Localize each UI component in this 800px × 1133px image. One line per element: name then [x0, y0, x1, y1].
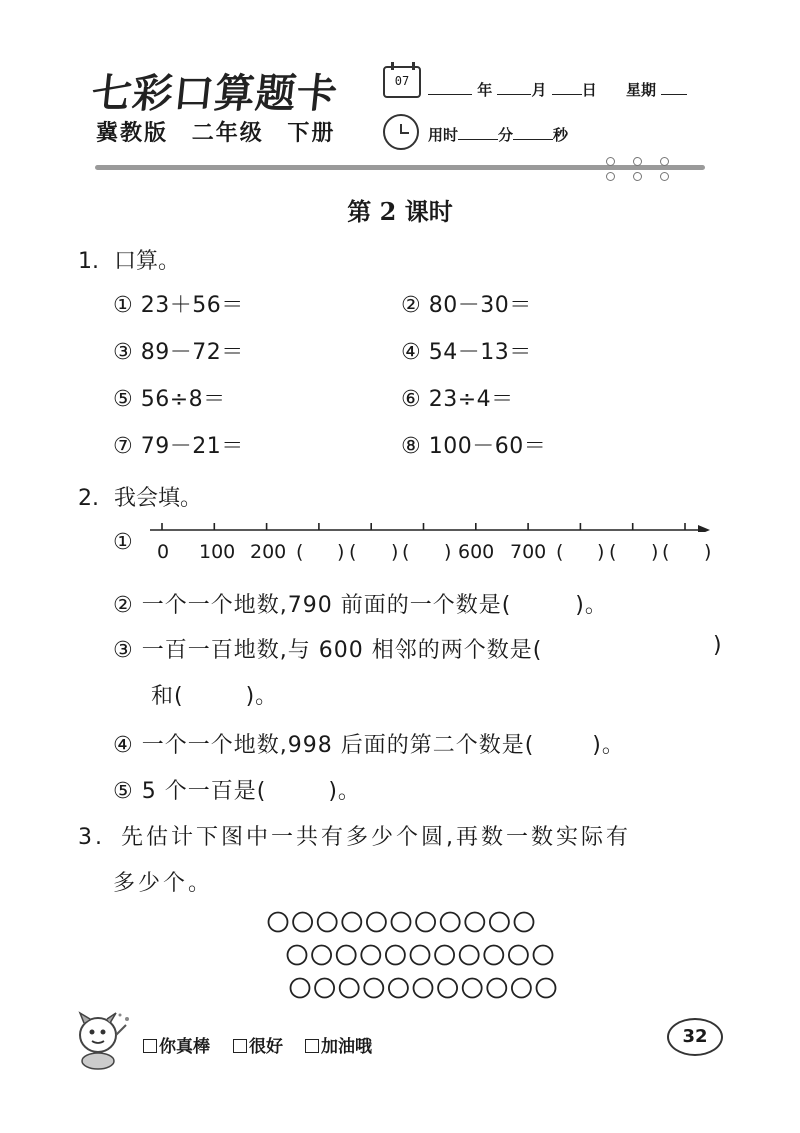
arith-item[interactable]: ④ 54－13＝ [401, 340, 532, 365]
page-number: 32 [667, 1018, 723, 1056]
arith-item[interactable]: ① 23＋56＝ [113, 293, 244, 318]
arith-item[interactable]: ② 80－30＝ [401, 293, 532, 318]
number-line-blank-close[interactable]: ) [444, 541, 452, 563]
minutes-label: 分 [498, 126, 514, 144]
number-line-blank-close[interactable]: ) [704, 541, 712, 563]
seconds-blank[interactable] [513, 128, 553, 140]
counting-circle [340, 979, 359, 998]
section-title: 我会填。 [114, 486, 203, 511]
counting-circle [512, 979, 531, 998]
divider-ornament [606, 157, 613, 179]
counting-circle [364, 979, 383, 998]
counting-circle [293, 913, 312, 932]
fill-item: ⑤ 5 个一百是( )。 [113, 779, 361, 804]
counting-circle [337, 946, 356, 965]
month-label: 月 [531, 81, 547, 99]
number-line-label: 0 [157, 541, 170, 563]
counting-circle [515, 913, 534, 932]
number-line-blank-open[interactable]: ( [402, 541, 410, 563]
counting-circle [534, 946, 553, 965]
section-title: 口算。 [114, 249, 181, 274]
number-line-blank-close[interactable]: ) [597, 541, 605, 563]
number-line-blank-open[interactable]: ( [662, 541, 670, 563]
date-fields [428, 79, 687, 100]
counting-circle [414, 979, 433, 998]
eval-option[interactable]: 加油哦 [305, 1032, 372, 1057]
fill-item: ② 一个一个地数,790 前面的一个数是( )。 [113, 593, 608, 618]
number-line-label: 100 [199, 541, 236, 563]
arith-item[interactable]: ③ 89－72＝ [113, 340, 244, 365]
day-label: 日 [581, 81, 597, 99]
counting-circle [291, 979, 310, 998]
counting-circle [367, 913, 386, 932]
time-fields [428, 124, 568, 145]
counting-circle [315, 979, 334, 998]
arith-item[interactable]: ⑤ 56÷8＝ [113, 387, 226, 412]
checkbox[interactable] [305, 1039, 319, 1053]
counting-circle [312, 946, 331, 965]
counting-circle [484, 946, 503, 965]
number-line-blank-close[interactable]: ) [651, 541, 659, 563]
fill-item-close: ) [713, 633, 723, 658]
number-line-blank-close[interactable]: ) [391, 541, 399, 563]
eval-option[interactable]: 你真棒 [143, 1032, 210, 1057]
counting-circle [465, 913, 484, 932]
counting-circle [438, 979, 457, 998]
volume-label: 下册 [287, 121, 336, 146]
number-line-blank-open[interactable]: ( [349, 541, 357, 563]
circle-grid [264, 908, 564, 1004]
brand-title: 七彩口算题卡 [89, 71, 341, 117]
counting-circle [490, 913, 509, 932]
counting-circle [269, 913, 288, 932]
arith-item[interactable]: ⑦ 79－21＝ [113, 434, 244, 459]
counting-circle [509, 946, 528, 965]
section-text: 先估计下图中一共有多少个圆,再数一数实际有 [121, 825, 631, 850]
section-3-line-1 [78, 820, 631, 851]
year-label: 年 [477, 81, 493, 99]
mascot-illustration [70, 1005, 132, 1071]
counting-circle [411, 946, 430, 965]
number-line-blank-open[interactable]: ( [556, 541, 564, 563]
section-2-heading [78, 481, 202, 512]
fill-item: ④ 一个一个地数,998 后面的第二个数是( )。 [113, 733, 625, 758]
section-1-heading [78, 244, 180, 275]
arith-item[interactable]: ⑥ 23÷4＝ [401, 387, 514, 412]
seconds-label: 秒 [553, 126, 569, 144]
counting-circle [342, 913, 361, 932]
edition-label: 冀教版 [96, 121, 169, 146]
number-line-label: 700 [510, 541, 547, 563]
day-blank[interactable] [552, 83, 582, 95]
number-line-label: 200 [250, 541, 287, 563]
counting-circle [361, 946, 380, 965]
section-number: 2. [78, 486, 99, 511]
counting-circle [416, 913, 435, 932]
section-3-line-2: 多少个。 [113, 871, 214, 896]
counting-circle [288, 946, 307, 965]
counting-circle [318, 913, 337, 932]
number-line-mark: ① [113, 530, 133, 555]
section-number: 1. [78, 249, 99, 274]
grade-label: 二年级 [191, 121, 264, 146]
counting-circle [463, 979, 482, 998]
counting-circle [392, 913, 411, 932]
number-line-blank-open[interactable]: ( [296, 541, 304, 563]
checkbox[interactable] [143, 1039, 157, 1053]
month-blank[interactable] [497, 83, 531, 95]
number-line-blank-close[interactable]: ) [337, 541, 345, 563]
number-line-blank-open[interactable]: ( [609, 541, 617, 563]
counting-circle [386, 946, 405, 965]
clock-icon [383, 114, 419, 150]
arith-item[interactable]: ⑧ 100－60＝ [401, 434, 547, 459]
fill-item: 和( )。 [151, 684, 279, 709]
counting-circle [487, 979, 506, 998]
divider-ornament [660, 157, 667, 179]
weekday-label: 星期 [625, 81, 656, 99]
counting-circle [441, 913, 460, 932]
counting-circle [435, 946, 454, 965]
fill-item: ③ 一百一百地数,与 600 相邻的两个数是( [113, 638, 543, 663]
counting-circle [460, 946, 479, 965]
lesson-title: 第 2 课时 [347, 197, 453, 226]
counting-circle [389, 979, 408, 998]
minutes-blank[interactable] [458, 128, 498, 140]
number-line-label: 600 [458, 541, 495, 563]
header-divider [95, 165, 705, 170]
divider-ornament [633, 157, 640, 179]
counting-circle [537, 979, 556, 998]
year-blank[interactable] [428, 83, 472, 95]
number-line [146, 512, 714, 532]
brand-subtitle [96, 116, 349, 147]
calendar-icon: 07 [383, 66, 421, 98]
eval-option[interactable]: 很好 [233, 1032, 283, 1057]
weekday-blank[interactable] [661, 83, 687, 95]
time-label: 用时 [428, 126, 459, 144]
section-number: 3. [78, 825, 105, 850]
checkbox[interactable] [233, 1039, 247, 1053]
